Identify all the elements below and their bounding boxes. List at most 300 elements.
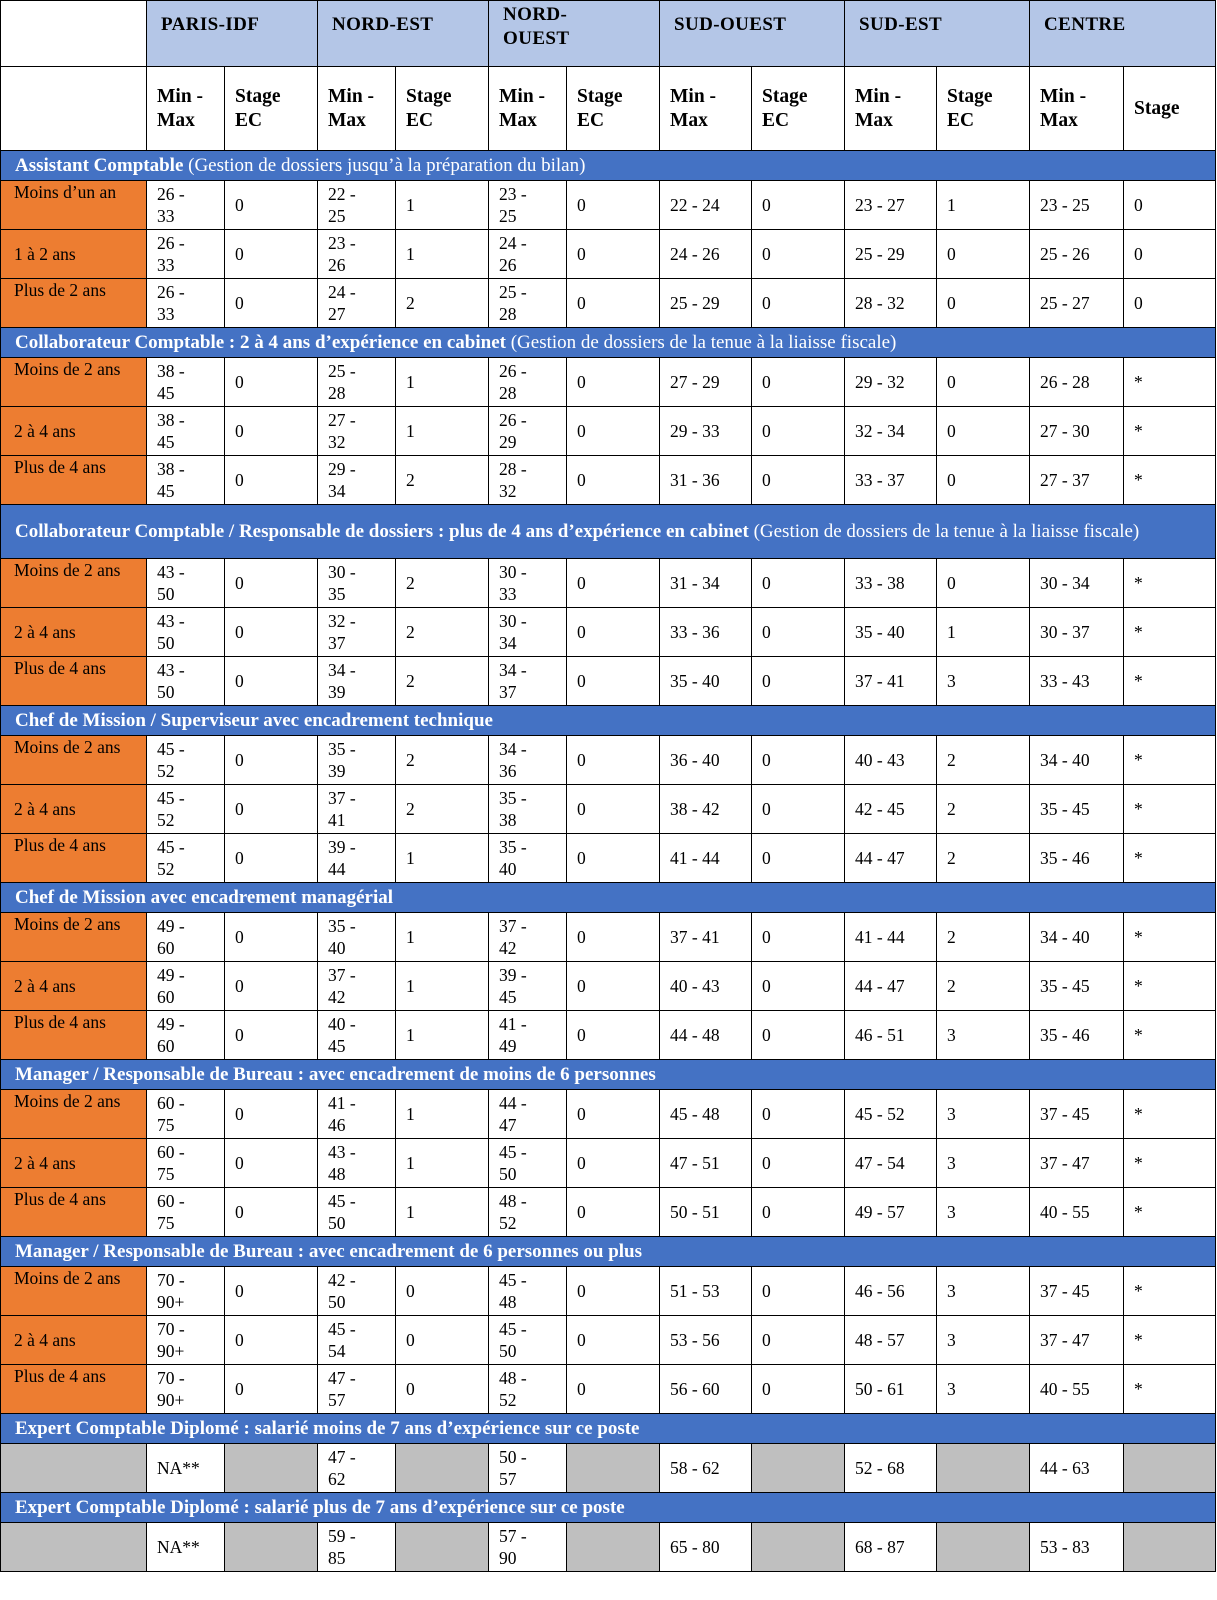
salary-range-cell	[1030, 181, 1124, 230]
section-title	[1, 151, 1216, 181]
salary-range-value: 25 - 29	[855, 244, 905, 264]
salary-range-value: 70 - 90+	[157, 1319, 185, 1361]
stage-value: 0	[235, 195, 244, 215]
stage-cell	[396, 358, 489, 407]
salary-range-cell	[845, 834, 937, 883]
stage-cell	[225, 608, 318, 657]
stage-cell	[567, 1365, 660, 1414]
experience-cell: Moins de 2 ans	[1, 1267, 147, 1316]
stage-cell	[567, 1188, 660, 1237]
stage-value: 3	[947, 671, 956, 691]
salary-range-cell	[1030, 657, 1124, 706]
salary-range-value: 44 - 47	[499, 1093, 527, 1135]
salary-range-cell	[147, 1188, 225, 1237]
salary-range-value: 43 - 48	[328, 1142, 356, 1184]
salary-range-cell	[1030, 913, 1124, 962]
stage-cell	[752, 1316, 845, 1365]
min-max-header: Min - Max	[845, 67, 937, 151]
stage-value: 3	[947, 1330, 956, 1350]
stage-cell	[225, 1267, 318, 1316]
salary-range-cell	[845, 657, 937, 706]
salary-range-cell	[845, 1139, 937, 1188]
stage-value: 0	[577, 372, 586, 392]
salary-range-cell	[318, 1444, 396, 1493]
salary-range-value: 29 - 33	[670, 421, 720, 441]
salary-range-cell	[318, 1188, 396, 1237]
table-row	[1, 1444, 1216, 1493]
stage-value: 1	[406, 1153, 415, 1173]
salary-range-value: 47 - 57	[328, 1368, 356, 1410]
salary-range-cell	[1030, 1090, 1124, 1139]
salary-range-cell	[489, 1365, 567, 1414]
stage-cell	[567, 657, 660, 706]
salary-range-value: 45 - 50	[499, 1319, 527, 1361]
stage-cell	[937, 1316, 1030, 1365]
salary-range-value: 60 - 75	[157, 1142, 185, 1184]
subheader-row	[1, 67, 1216, 151]
salary-range-value: 29 - 34	[328, 459, 356, 501]
table-row	[1, 1316, 1216, 1365]
salary-range-value: 45 - 50	[328, 1191, 356, 1233]
salary-range-value: NA**	[157, 1458, 200, 1478]
salary-range-cell	[489, 1316, 567, 1365]
salary-range-cell	[147, 608, 225, 657]
experience-cell: 2 à 4 ans	[1, 962, 147, 1011]
salary-range-value: 26 - 33	[157, 233, 185, 275]
salary-range-value: 27 - 30	[1040, 421, 1090, 441]
stage-cell	[225, 834, 318, 883]
salary-range-value: 34 - 36	[499, 739, 527, 781]
stage-value: *	[1134, 750, 1143, 770]
stage-cell	[225, 657, 318, 706]
table-row	[1, 181, 1216, 230]
stage-cell	[567, 407, 660, 456]
salary-range-cell	[845, 559, 937, 608]
stage-value: 3	[947, 1104, 956, 1124]
salary-range-value: 42 - 50	[328, 1270, 356, 1312]
salary-range-cell	[1030, 1444, 1124, 1493]
stage-cell	[567, 608, 660, 657]
stage-value: *	[1134, 372, 1143, 392]
table-row	[1, 608, 1216, 657]
salary-range-value: 27 - 29	[670, 372, 720, 392]
stage-value: 0	[762, 1025, 771, 1045]
stage-cell	[225, 1188, 318, 1237]
salary-range-cell	[147, 456, 225, 505]
salary-range-cell	[147, 1444, 225, 1493]
stage-value: 0	[762, 293, 771, 313]
salary-range-value: 47 - 51	[670, 1153, 720, 1173]
salary-range-value: 25 - 28	[499, 282, 527, 324]
salary-range-value: 34 - 37	[499, 660, 527, 702]
experience-cell: Moins de 2 ans	[1, 358, 147, 407]
corner-cell	[1, 1, 147, 67]
stage-cell	[1124, 279, 1216, 328]
stage-cell	[937, 962, 1030, 1011]
stage-cell	[225, 559, 318, 608]
stage-value: 0	[577, 927, 586, 947]
salary-range-value: 30 - 33	[499, 562, 527, 604]
experience-cell: 2 à 4 ans	[1, 1316, 147, 1365]
salary-range-value: 49 - 57	[855, 1202, 905, 1222]
salary-range-cell	[660, 1139, 752, 1188]
salary-range-value: 53 - 56	[670, 1330, 720, 1350]
stage-cell	[752, 1139, 845, 1188]
stage-cell	[1124, 1139, 1216, 1188]
salary-range-cell	[147, 834, 225, 883]
section-title-row	[1, 883, 1216, 913]
stage-cell	[567, 230, 660, 279]
salary-range-value: 32 - 34	[855, 421, 905, 441]
salary-range-value: 30 - 34	[499, 611, 527, 653]
table-row	[1, 834, 1216, 883]
salary-range-value: 46 - 56	[855, 1281, 905, 1301]
salary-range-cell	[147, 230, 225, 279]
stage-value: 0	[762, 573, 771, 593]
salary-range-cell	[489, 962, 567, 1011]
stage-value: 0	[762, 470, 771, 490]
salary-range-cell	[318, 407, 396, 456]
stage-cell	[396, 279, 489, 328]
stage-cell	[396, 834, 489, 883]
stage-value: 2	[406, 750, 415, 770]
stage-cell	[567, 1316, 660, 1365]
salary-range-cell	[489, 1139, 567, 1188]
salary-range-cell	[489, 230, 567, 279]
salary-range-value: 50 - 61	[855, 1379, 905, 1399]
salary-range-value: 37 - 41	[670, 927, 720, 947]
stage-value: *	[1134, 1281, 1143, 1301]
stage-value: 0	[577, 1104, 586, 1124]
stage-value: 0	[235, 1202, 244, 1222]
stage-cell	[396, 1267, 489, 1316]
salary-range-cell	[489, 559, 567, 608]
stage-cell	[752, 358, 845, 407]
stage-cell	[225, 358, 318, 407]
salary-range-value: 49 - 60	[157, 965, 185, 1007]
stage-value: 0	[762, 976, 771, 996]
salary-range-value: 50 - 57	[499, 1447, 527, 1489]
salary-range-value: 60 - 75	[157, 1093, 185, 1135]
stage-cell	[225, 407, 318, 456]
salary-range-value: 26 - 29	[499, 410, 527, 452]
stage-value: 0	[762, 421, 771, 441]
stage-value: 0	[235, 573, 244, 593]
stage-value: 0	[947, 470, 956, 490]
stage-value: 2	[947, 927, 956, 947]
salary-range-cell	[1030, 358, 1124, 407]
salary-range-cell	[147, 1090, 225, 1139]
stage-cell	[937, 181, 1030, 230]
salary-range-value: 42 - 45	[855, 799, 905, 819]
stage-value: 0	[577, 573, 586, 593]
salary-range-value: 28 - 32	[855, 293, 905, 313]
stage-value: *	[1134, 671, 1143, 691]
salary-range-cell	[660, 559, 752, 608]
salary-range-value: 43 - 50	[157, 660, 185, 702]
stage-cell	[1124, 1011, 1216, 1060]
table-row	[1, 559, 1216, 608]
table-row	[1, 1365, 1216, 1414]
salary-range-value: 30 - 34	[1040, 573, 1090, 593]
stage-cell	[396, 1188, 489, 1237]
stage-header: Stage EC	[225, 67, 318, 151]
salary-range-cell	[1030, 834, 1124, 883]
stage-value: *	[1134, 1202, 1143, 1222]
salary-range-cell	[147, 657, 225, 706]
salary-range-cell	[318, 181, 396, 230]
stage-cell	[225, 785, 318, 834]
salary-range-cell	[660, 1011, 752, 1060]
salary-range-value: 45 - 48	[670, 1104, 720, 1124]
stage-value: 0	[406, 1330, 415, 1350]
salary-range-value: 37 - 42	[328, 965, 356, 1007]
salary-range-value: 33 - 36	[670, 622, 720, 642]
stage-cell	[1124, 181, 1216, 230]
salary-range-value: 23 - 25	[499, 184, 527, 226]
section-title	[1, 328, 1216, 358]
salary-range-value: 45 - 52	[157, 788, 185, 830]
stage-cell	[567, 1139, 660, 1188]
section-title-bold: Chef de Mission avec encadrement managérial	[15, 886, 394, 908]
salary-range-value: 70 - 90+	[157, 1270, 185, 1312]
stage-cell	[396, 608, 489, 657]
stage-cell	[937, 1139, 1030, 1188]
stage-value: *	[1134, 470, 1143, 490]
salary-range-cell	[489, 1523, 567, 1572]
stage-cell	[937, 279, 1030, 328]
section-title-row	[1, 1060, 1216, 1090]
region-header: CENTRE	[1030, 1, 1216, 67]
salary-range-cell	[660, 1267, 752, 1316]
salary-range-cell	[318, 1267, 396, 1316]
stage-cell	[1124, 736, 1216, 785]
stage-value: 0	[762, 671, 771, 691]
salary-range-cell	[1030, 1011, 1124, 1060]
salary-range-cell	[489, 913, 567, 962]
salary-range-value: 47 - 62	[328, 1447, 356, 1489]
stage-cell	[937, 1011, 1030, 1060]
stage-value: 1	[406, 421, 415, 441]
stage-cell	[225, 962, 318, 1011]
salary-range-cell	[660, 456, 752, 505]
salary-range-value: 68 - 87	[855, 1537, 905, 1557]
stage-cell	[225, 1365, 318, 1414]
salary-range-value: 45 - 52	[157, 739, 185, 781]
salary-range-value: 26 - 33	[157, 184, 185, 226]
stage-cell	[1124, 1365, 1216, 1414]
salary-range-cell	[489, 358, 567, 407]
stage-cell	[396, 657, 489, 706]
stage-cell	[396, 559, 489, 608]
salary-range-cell	[1030, 230, 1124, 279]
salary-range-value: 37 - 47	[1040, 1153, 1090, 1173]
salary-range-cell	[318, 608, 396, 657]
salary-range-value: 32 - 37	[328, 611, 356, 653]
region-header-row	[1, 1, 1216, 67]
salary-range-value: 60 - 75	[157, 1191, 185, 1233]
stage-value: *	[1134, 799, 1143, 819]
salary-range-value: 39 - 44	[328, 837, 356, 879]
stage-value: 0	[235, 1330, 244, 1350]
stage-value: 0	[235, 1379, 244, 1399]
salary-range-value: 58 - 62	[670, 1458, 720, 1478]
stage-cell	[1124, 1188, 1216, 1237]
salary-range-value: 37 - 41	[328, 788, 356, 830]
stage-cell	[937, 913, 1030, 962]
salary-range-cell	[845, 1316, 937, 1365]
salary-range-cell	[660, 785, 752, 834]
salary-range-cell	[489, 1188, 567, 1237]
stage-value: 2	[947, 750, 956, 770]
salary-range-cell	[1030, 962, 1124, 1011]
salary-range-value: 35 - 39	[328, 739, 356, 781]
salary-range-value: 59 - 85	[328, 1526, 356, 1568]
section-title	[1, 706, 1216, 736]
stage-value: 0	[762, 622, 771, 642]
salary-range-cell	[1030, 1523, 1124, 1572]
salary-range-cell	[845, 913, 937, 962]
stage-value: 0	[762, 1281, 771, 1301]
salary-range-cell	[318, 962, 396, 1011]
experience-cell: Plus de 2 ans	[1, 279, 147, 328]
salary-range-value: 33 - 38	[855, 573, 905, 593]
experience-cell: 2 à 4 ans	[1, 1139, 147, 1188]
experience-cell: Plus de 4 ans	[1, 456, 147, 505]
salary-range-value: 23 - 26	[328, 233, 356, 275]
experience-cell: 2 à 4 ans	[1, 785, 147, 834]
salary-range-value: 48 - 52	[499, 1191, 527, 1233]
salary-range-value: 35 - 46	[1040, 848, 1090, 868]
stage-cell	[937, 407, 1030, 456]
experience-cell: Plus de 4 ans	[1, 1011, 147, 1060]
salary-range-cell	[845, 456, 937, 505]
salary-range-cell	[845, 407, 937, 456]
stage-cell	[937, 834, 1030, 883]
salary-range-value: 47 - 54	[855, 1153, 905, 1173]
salary-range-cell	[845, 785, 937, 834]
stage-cell	[752, 834, 845, 883]
stage-value: 0	[577, 1379, 586, 1399]
stage-value: *	[1134, 1104, 1143, 1124]
stage-value: 0	[762, 244, 771, 264]
empty-cell	[225, 1523, 318, 1572]
stage-value: 3	[947, 1379, 956, 1399]
salary-range-value: 38 - 45	[157, 410, 185, 452]
stage-value: 0	[1134, 195, 1143, 215]
section-title	[1, 505, 1216, 559]
salary-range-cell	[660, 358, 752, 407]
salary-range-value: 23 - 27	[855, 195, 905, 215]
min-max-header	[318, 67, 396, 151]
stage-value: 2	[947, 799, 956, 819]
section-title	[1, 1493, 1216, 1523]
salary-range-value: 40 - 55	[1040, 1379, 1090, 1399]
stage-value: 0	[235, 671, 244, 691]
section-title-row	[1, 328, 1216, 358]
salary-range-value: 22 - 25	[328, 184, 356, 226]
min-max-header	[147, 67, 225, 151]
stage-cell	[396, 962, 489, 1011]
experience-cell: Moins d’un an	[1, 181, 147, 230]
experience-cell: 2 à 4 ans	[1, 407, 147, 456]
stage-value: 0	[577, 421, 586, 441]
salary-range-value: 44 - 48	[670, 1025, 720, 1045]
stage-cell	[752, 407, 845, 456]
experience-cell: Moins de 2 ans	[1, 1090, 147, 1139]
stage-cell	[567, 1011, 660, 1060]
stage-value: 0	[235, 372, 244, 392]
stage-value: 0	[577, 1153, 586, 1173]
stage-value: 0	[235, 421, 244, 441]
stage-cell	[225, 1090, 318, 1139]
min-max-label: Min - Max	[157, 85, 204, 131]
salary-range-cell	[845, 1090, 937, 1139]
stage-cell	[752, 657, 845, 706]
salary-range-value: 25 - 27	[1040, 293, 1090, 313]
stage-cell	[567, 785, 660, 834]
salary-range-cell	[1030, 1267, 1124, 1316]
stage-value: 0	[762, 1202, 771, 1222]
section-title-detail: (Gestion de dossiers de la tenue à la liaisse fiscale)	[748, 520, 1140, 542]
salary-range-value: 34 - 40	[1040, 750, 1090, 770]
salary-range-value: 38 - 45	[157, 459, 185, 501]
salary-range-cell	[489, 657, 567, 706]
stage-value: 0	[235, 1281, 244, 1301]
stage-cell	[225, 736, 318, 785]
salary-range-cell	[845, 1188, 937, 1237]
section-title-row	[1, 1493, 1216, 1523]
stage-cell	[396, 181, 489, 230]
stage-value: 3	[947, 1153, 956, 1173]
stage-value: 0	[947, 244, 956, 264]
salary-range-cell	[147, 1267, 225, 1316]
salary-range-value: 41 - 44	[855, 927, 905, 947]
stage-value: 0	[406, 1281, 415, 1301]
stage-value: 3	[947, 1025, 956, 1045]
stage-value: 0	[235, 927, 244, 947]
stage-cell	[567, 559, 660, 608]
stage-cell	[752, 962, 845, 1011]
salary-range-cell	[318, 834, 396, 883]
salary-range-cell	[147, 181, 225, 230]
min-max-header: Min - Max	[660, 67, 752, 151]
salary-range-value: 31 - 36	[670, 470, 720, 490]
salary-range-cell	[1030, 559, 1124, 608]
salary-range-cell	[147, 736, 225, 785]
section-title-bold: Assistant Comptable	[15, 154, 184, 176]
empty-cell	[567, 1523, 660, 1572]
salary-range-cell	[845, 1011, 937, 1060]
salary-range-value: 37 - 42	[499, 916, 527, 958]
salary-range-cell	[318, 230, 396, 279]
stage-cell	[567, 834, 660, 883]
stage-value: 1	[406, 195, 415, 215]
salary-range-cell	[1030, 785, 1124, 834]
salary-range-value: 41 - 46	[328, 1093, 356, 1135]
stage-cell	[1124, 559, 1216, 608]
stage-cell	[1124, 785, 1216, 834]
salary-range-cell	[318, 913, 396, 962]
salary-range-cell	[318, 279, 396, 328]
stage-cell	[1124, 358, 1216, 407]
salary-range-value: 44 - 47	[855, 976, 905, 996]
stage-value: 0	[235, 750, 244, 770]
empty-cell	[1, 1523, 147, 1572]
salary-range-value: 44 - 63	[1040, 1458, 1090, 1478]
salary-range-cell	[845, 962, 937, 1011]
stage-cell	[1124, 1267, 1216, 1316]
